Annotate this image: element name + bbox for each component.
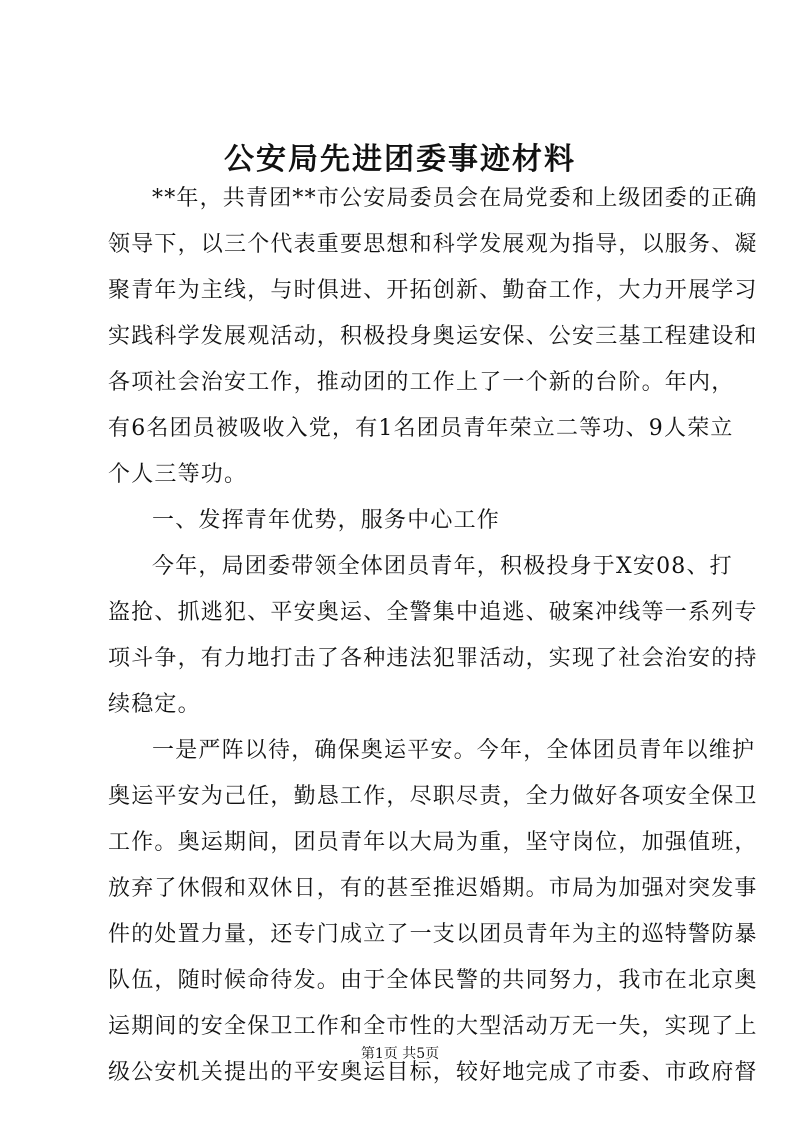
body-line: 奥运平安为己任，勤恳工作，尽职尽责，全力做好各项安全保卫 bbox=[108, 784, 758, 809]
body-line: 实践科学发展观活动，积极投身奥运安保、公安三基工程建设和 bbox=[108, 324, 758, 349]
body-line: 放弃了休假和双休日，有的甚至推迟婚期。市局为加强对突发事 bbox=[108, 876, 758, 901]
body-line: 项斗争，有力地打击了各种违法犯罪活动，实现了社会治安的持 bbox=[108, 646, 758, 671]
body-line: 运期间的安全保卫工作和全市性的大型活动万无一失，实现了上 bbox=[108, 1014, 758, 1039]
body-line: 一是严阵以待，确保奥运平安。今年，全体团员青年以维护 bbox=[152, 738, 756, 763]
body-line: 各项社会治安工作，推动团的工作上了一个新的台阶。年内， bbox=[108, 370, 735, 395]
body-line: 级公安机关提出的平安奥运目标，较好地完成了市委、市政府督 bbox=[108, 1060, 758, 1085]
body-line: 个人三等功。 bbox=[108, 462, 248, 487]
body-line: 队伍，随时候命待发。由于全体民警的共同努力，我市在北京奥 bbox=[108, 968, 758, 993]
body-line: 件的处置力量，还专门成立了一支以团员青年为主的巡特警防暴 bbox=[108, 922, 758, 947]
page-number: 第1页 共5页 bbox=[360, 1046, 440, 1062]
body-line: 续稳定。 bbox=[108, 692, 201, 717]
body-line: 聚青年为主线，与时俱进、开拓创新、勤奋工作，大力开展学习 bbox=[108, 278, 758, 303]
body-line: 今年，局团委带领全体团员青年，积极投身于X安08、打 bbox=[152, 554, 733, 579]
body-line: 工作。奥运期间，团员青年以大局为重，坚守岗位，加强值班， bbox=[108, 830, 758, 855]
document-title: 公安局先进团委事迹材料 bbox=[224, 142, 576, 177]
body-line: 盗抢、抓逃犯、平安奥运、全警集中追逃、破案冲线等一系列专 bbox=[108, 600, 758, 625]
body-line: 领导下，以三个代表重要思想和科学发展观为指导，以服务、凝 bbox=[108, 232, 758, 257]
body-line: **年，共青团**市公安局委员会在局党委和上级团委的正确 bbox=[152, 186, 758, 211]
body-line: 有6名团员被吸收入党，有1名团员青年荣立二等功、9人荣立 bbox=[108, 416, 734, 441]
section-heading: 一、发挥青年优势，服务中心工作 bbox=[152, 508, 501, 533]
